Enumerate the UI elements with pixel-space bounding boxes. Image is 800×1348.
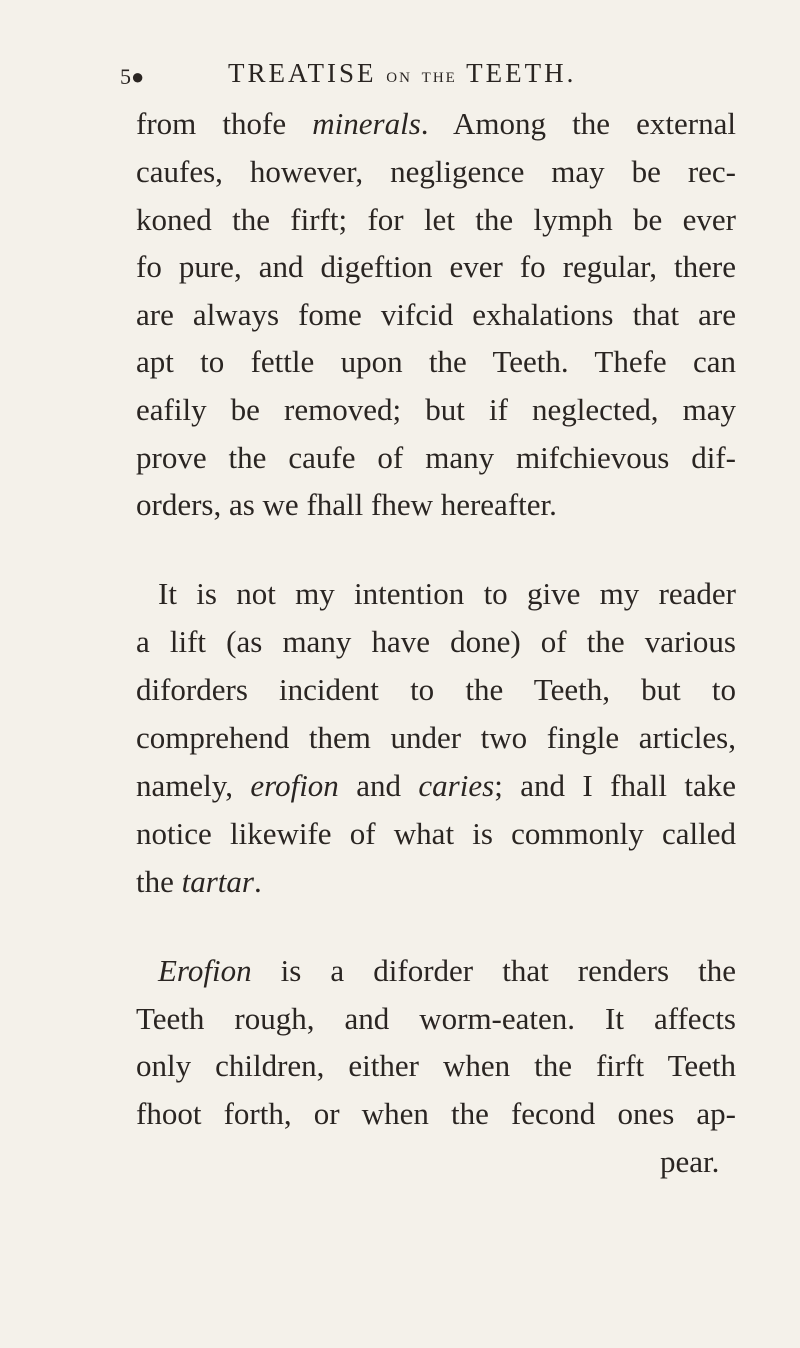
text-line: orders, as we fhall fhew hereafter. <box>136 487 557 522</box>
text-line: caufes, however, negligence may be rec- <box>136 154 736 189</box>
text-line: diforders incident to the Teeth, but to <box>136 672 736 707</box>
text-line: eafily be removed; but if neglected, may <box>136 392 736 427</box>
text-line: fhoot forth, or when the fecond ones ap- <box>136 1096 736 1131</box>
text-line: fo pure, and digeftion ever fo regular, there <box>136 249 736 284</box>
text-line: comprehend them under two fingle articles, <box>136 720 736 755</box>
running-header <box>120 58 760 98</box>
text-line: Teeth rough, and worm-eaten. It affects <box>136 1001 736 1036</box>
text-line: are always fome vifcid exhalations that are <box>136 297 736 332</box>
text-line: prove the caufe of many mifchievous dif- <box>136 440 736 475</box>
page-number: 5● <box>120 64 145 89</box>
text-line: koned the firft; for let the lymph be ever <box>136 202 736 237</box>
text-line: the tartar. <box>136 864 262 899</box>
text-line: only children, either when the firft Teeth <box>136 1048 736 1083</box>
text-line: from thofe minerals. Among the external <box>136 106 736 141</box>
running-title: TREATISE ON THE TEETH. <box>228 58 577 88</box>
catchword: pear. <box>660 1144 720 1179</box>
text-line: apt to fettle upon the Teeth. Thefe can <box>136 344 736 379</box>
text-line: It is not my intention to give my reader <box>158 576 736 611</box>
text-line: namely, erofion and caries; and I fhall take <box>136 768 737 803</box>
text-line: a lift (as many have done) of the various <box>136 624 736 659</box>
text-line: notice likewife of what is commonly called <box>136 816 736 851</box>
text-line: Erofion is a diforder that renders the <box>158 953 736 988</box>
